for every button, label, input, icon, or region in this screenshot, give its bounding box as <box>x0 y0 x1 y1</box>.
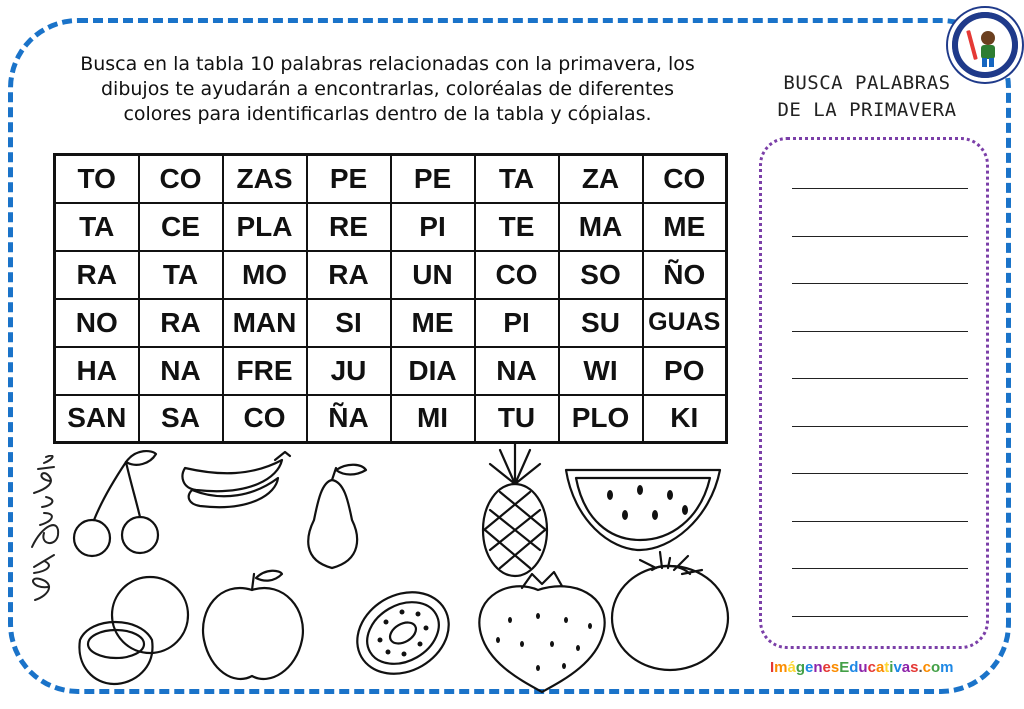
grid-cell: TU <box>475 395 559 443</box>
grid-cell: RE <box>307 203 391 251</box>
grid-cell: JU <box>307 347 391 395</box>
cherries-icon <box>74 451 158 556</box>
answer-line[interactable] <box>792 616 968 617</box>
grid-cell: HA <box>55 347 139 395</box>
grid-cell: PE <box>307 155 391 203</box>
grid-cell: PE <box>391 155 475 203</box>
grid-cell: TE <box>475 203 559 251</box>
footer-letter: u <box>858 659 868 676</box>
grid-cell: PLA <box>223 203 307 251</box>
grid-cell: CO <box>643 155 727 203</box>
grid-cell: SU <box>559 299 643 347</box>
answer-line[interactable] <box>792 188 968 189</box>
grid-row <box>55 395 727 443</box>
grid-cell: PLO <box>559 395 643 443</box>
pineapple-icon <box>483 444 547 576</box>
grid-cell: MA <box>559 203 643 251</box>
footer-letter: e <box>805 659 814 676</box>
footer-letter: E <box>839 659 850 676</box>
tomato-icon <box>612 552 728 670</box>
grid-cell: ZA <box>559 155 643 203</box>
fruit-drawings <box>70 440 750 700</box>
signature-by-acrbio <box>20 455 70 605</box>
grid-cell: ÑO <box>643 251 727 299</box>
side-title <box>772 70 962 124</box>
grid-cell: PI <box>475 299 559 347</box>
strawberry-icon <box>479 572 604 692</box>
grid-cell: WI <box>559 347 643 395</box>
footer-letter: s <box>830 659 840 676</box>
grid-cell: MO <box>223 251 307 299</box>
grid-cell: ME <box>391 299 475 347</box>
grid-cell: TA <box>55 203 139 251</box>
grid-cell: SI <box>307 299 391 347</box>
apple-icon <box>203 571 303 679</box>
grid-cell: TA <box>475 155 559 203</box>
grid-cell: CO <box>223 395 307 443</box>
grid-cell: SO <box>559 251 643 299</box>
side-title-line-2: DE LA PRIMAVERA <box>777 99 957 121</box>
footer-letter: á <box>787 659 796 676</box>
footer-letter: g <box>795 659 806 676</box>
grid-cell: SA <box>139 395 223 443</box>
grid-cell: NO <box>55 299 139 347</box>
grid-cell: RA <box>307 251 391 299</box>
grid-cell: ME <box>643 203 727 251</box>
footer-letter: e <box>822 659 831 676</box>
answer-line[interactable] <box>792 473 968 474</box>
footer-letter: m <box>940 659 954 676</box>
grid-cell: CO <box>475 251 559 299</box>
instructions-text <box>55 52 720 127</box>
footer-letter: . <box>918 659 923 676</box>
footer-letter: s <box>910 659 919 676</box>
grid-cell: PI <box>391 203 475 251</box>
watermelon-icon <box>566 470 720 550</box>
grid-row <box>55 203 727 251</box>
grid-cell: FRE <box>223 347 307 395</box>
side-title-line-1: BUSCA PALABRAS <box>783 72 951 94</box>
grid-cell: TA <box>139 251 223 299</box>
grid-cell: MI <box>391 395 475 443</box>
kiwi-icon <box>342 576 463 690</box>
instructions-line-1: Busca en la tabla 10 palabras relacionadas con la primavera, los <box>80 53 695 75</box>
grid-cell: SAN <box>55 395 139 443</box>
grid-cell: ZAS <box>223 155 307 203</box>
answer-line[interactable] <box>792 378 968 379</box>
grid-cell: RA <box>55 251 139 299</box>
grid-cell: PO <box>643 347 727 395</box>
footer-letter: a <box>901 659 911 676</box>
footer-letter: a <box>875 659 885 676</box>
grid-cell: CE <box>139 203 223 251</box>
grid-row <box>55 299 727 347</box>
grid-cell: CO <box>139 155 223 203</box>
grid-cell: ÑA <box>307 395 391 443</box>
footer-letter: i <box>889 659 894 676</box>
grid-cell: NA <box>475 347 559 395</box>
footer-letter: c <box>922 659 931 676</box>
grid-row <box>55 155 727 203</box>
footer-letter: t <box>884 659 890 676</box>
bananas-icon <box>183 452 290 507</box>
answer-box <box>759 137 989 649</box>
answer-line[interactable] <box>792 426 968 427</box>
answer-line[interactable] <box>792 331 968 332</box>
footer-letter: o <box>931 659 941 676</box>
footer-letter: n <box>813 659 823 676</box>
grid-row <box>55 347 727 395</box>
grid-cell: TO <box>55 155 139 203</box>
grid-cell: RA <box>139 299 223 347</box>
footer-letter: I <box>770 659 775 676</box>
answer-line[interactable] <box>792 236 968 237</box>
coconut-icon <box>79 577 188 684</box>
footer-letter: m <box>774 659 788 676</box>
footer-letter: d <box>849 659 859 676</box>
boy-icon <box>952 12 1018 78</box>
answer-line[interactable] <box>792 283 968 284</box>
grid-cell: DIA <box>391 347 475 395</box>
footer-website <box>770 659 954 676</box>
grid-cell: MAN <box>223 299 307 347</box>
grid-cell: NA <box>139 347 223 395</box>
word-search-grid <box>53 153 728 444</box>
pear-icon <box>308 465 366 568</box>
footer-letter: v <box>893 659 902 676</box>
grid-cell: KI <box>643 395 727 443</box>
grid-row <box>55 251 727 299</box>
footer-letter: c <box>867 659 876 676</box>
answer-line[interactable] <box>792 521 968 522</box>
grid-cell: UN <box>391 251 475 299</box>
instructions-line-2: dibujos te ayudarán a encontrarlas, coloréalas de diferentes <box>100 78 674 100</box>
instructions-line-3: colores para identificarlas dentro de la tabla y cópialas. <box>123 103 652 125</box>
grid-cell: GUAS <box>643 299 727 347</box>
answer-line[interactable] <box>792 568 968 569</box>
